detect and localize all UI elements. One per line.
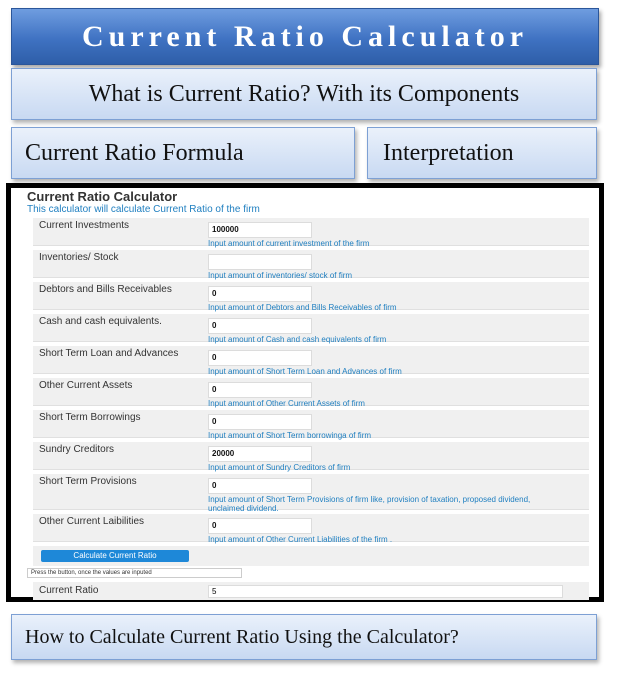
field-label: Other Current Assets: [39, 380, 133, 391]
current-ratio-formula-link[interactable]: Current Ratio Formula: [11, 127, 355, 179]
field-help: Input amount of current investment of the firm: [208, 239, 370, 248]
field-row-short-term-loan: [33, 346, 589, 374]
field-label: Inventories/ Stock: [39, 252, 119, 263]
how-to-calculate-link[interactable]: How to Calculate Current Ratio Using the Calculator?: [11, 614, 597, 660]
short-term-provisions-input[interactable]: 0: [208, 478, 312, 494]
field-help: Input amount of Other Current Liabilities of the firm .: [208, 535, 393, 544]
field-label: Cash and cash equivalents.: [39, 316, 162, 327]
field-help: Input amount of Cash and cash equivalents of firm: [208, 335, 387, 344]
field-help: Input amount of Sundry Creditors of firm: [208, 463, 351, 472]
result-label: Current Ratio: [39, 585, 99, 596]
field-row-inventories: [33, 250, 589, 278]
current-investments-input[interactable]: 100000: [208, 222, 312, 238]
short-term-borrowings-input[interactable]: 0: [208, 414, 312, 430]
current-ratio-result-field[interactable]: 5: [208, 585, 563, 598]
field-row-sundry-creditors: [33, 442, 589, 470]
calculator-banner-title: Current Ratio Calculator: [11, 8, 599, 65]
field-row-current-investments: [33, 218, 589, 246]
field-label: Current Investments: [39, 220, 130, 231]
field-help: Input amount of Short Term Provisions of firm like, provision of taxation, proposed dividend, unclaimed dividend.: [208, 495, 531, 513]
field-row-other-current-liabilities: [33, 514, 589, 542]
calculator-panel: [6, 183, 604, 602]
what-is-current-ratio-link[interactable]: What is Current Ratio? With its Components: [11, 68, 597, 120]
field-help: Input amount of Debtors and Bills Receivables of firm: [208, 303, 397, 312]
field-row-short-term-borrowings: [33, 410, 589, 438]
calculate-button-row: [33, 546, 589, 566]
cash-input[interactable]: 0: [208, 318, 312, 334]
calculate-current-ratio-button[interactable]: Calculate Current Ratio: [41, 550, 189, 562]
field-label: Sundry Creditors: [39, 444, 115, 455]
field-row-short-term-provisions: [33, 474, 589, 513]
field-label: Short Term Provisions: [39, 476, 137, 487]
field-help: Input amount of inventories/ stock of firm: [208, 271, 353, 280]
debtors-input[interactable]: 0: [208, 286, 312, 302]
field-row-debtors: [33, 282, 589, 310]
field-label: Other Current Laibilities: [39, 516, 145, 527]
field-help: Input amount of Short Term borrowinga of firm: [208, 431, 372, 440]
field-label: Debtors and Bills Receivables: [39, 284, 172, 295]
result-row: [33, 582, 589, 600]
other-current-liabilities-input[interactable]: 0: [208, 518, 312, 534]
field-help: Input amount of Other Current Assets of firm: [208, 399, 365, 408]
field-help: Input amount of Short Term Loan and Advances of firm: [208, 367, 402, 376]
inventories-input[interactable]: [208, 254, 312, 270]
short-term-loan-input[interactable]: 0: [208, 350, 312, 366]
field-row-other-current-assets: [33, 378, 589, 406]
calculator-title: Current Ratio Calculator: [27, 189, 178, 204]
sundry-creditors-input[interactable]: 20000: [208, 446, 312, 462]
field-label: Short Term Borrowings: [39, 412, 141, 423]
field-row-cash: [33, 314, 589, 342]
other-current-assets-input[interactable]: 0: [208, 382, 312, 398]
calculator-subtitle: This calculator will calculate Current Ratio of the firm: [27, 204, 260, 215]
button-hint: Press the button, once the values are inputed: [27, 568, 242, 578]
field-label: Short Term Loan and Advances: [39, 348, 179, 359]
interpretation-link[interactable]: Interpretation: [367, 127, 597, 179]
